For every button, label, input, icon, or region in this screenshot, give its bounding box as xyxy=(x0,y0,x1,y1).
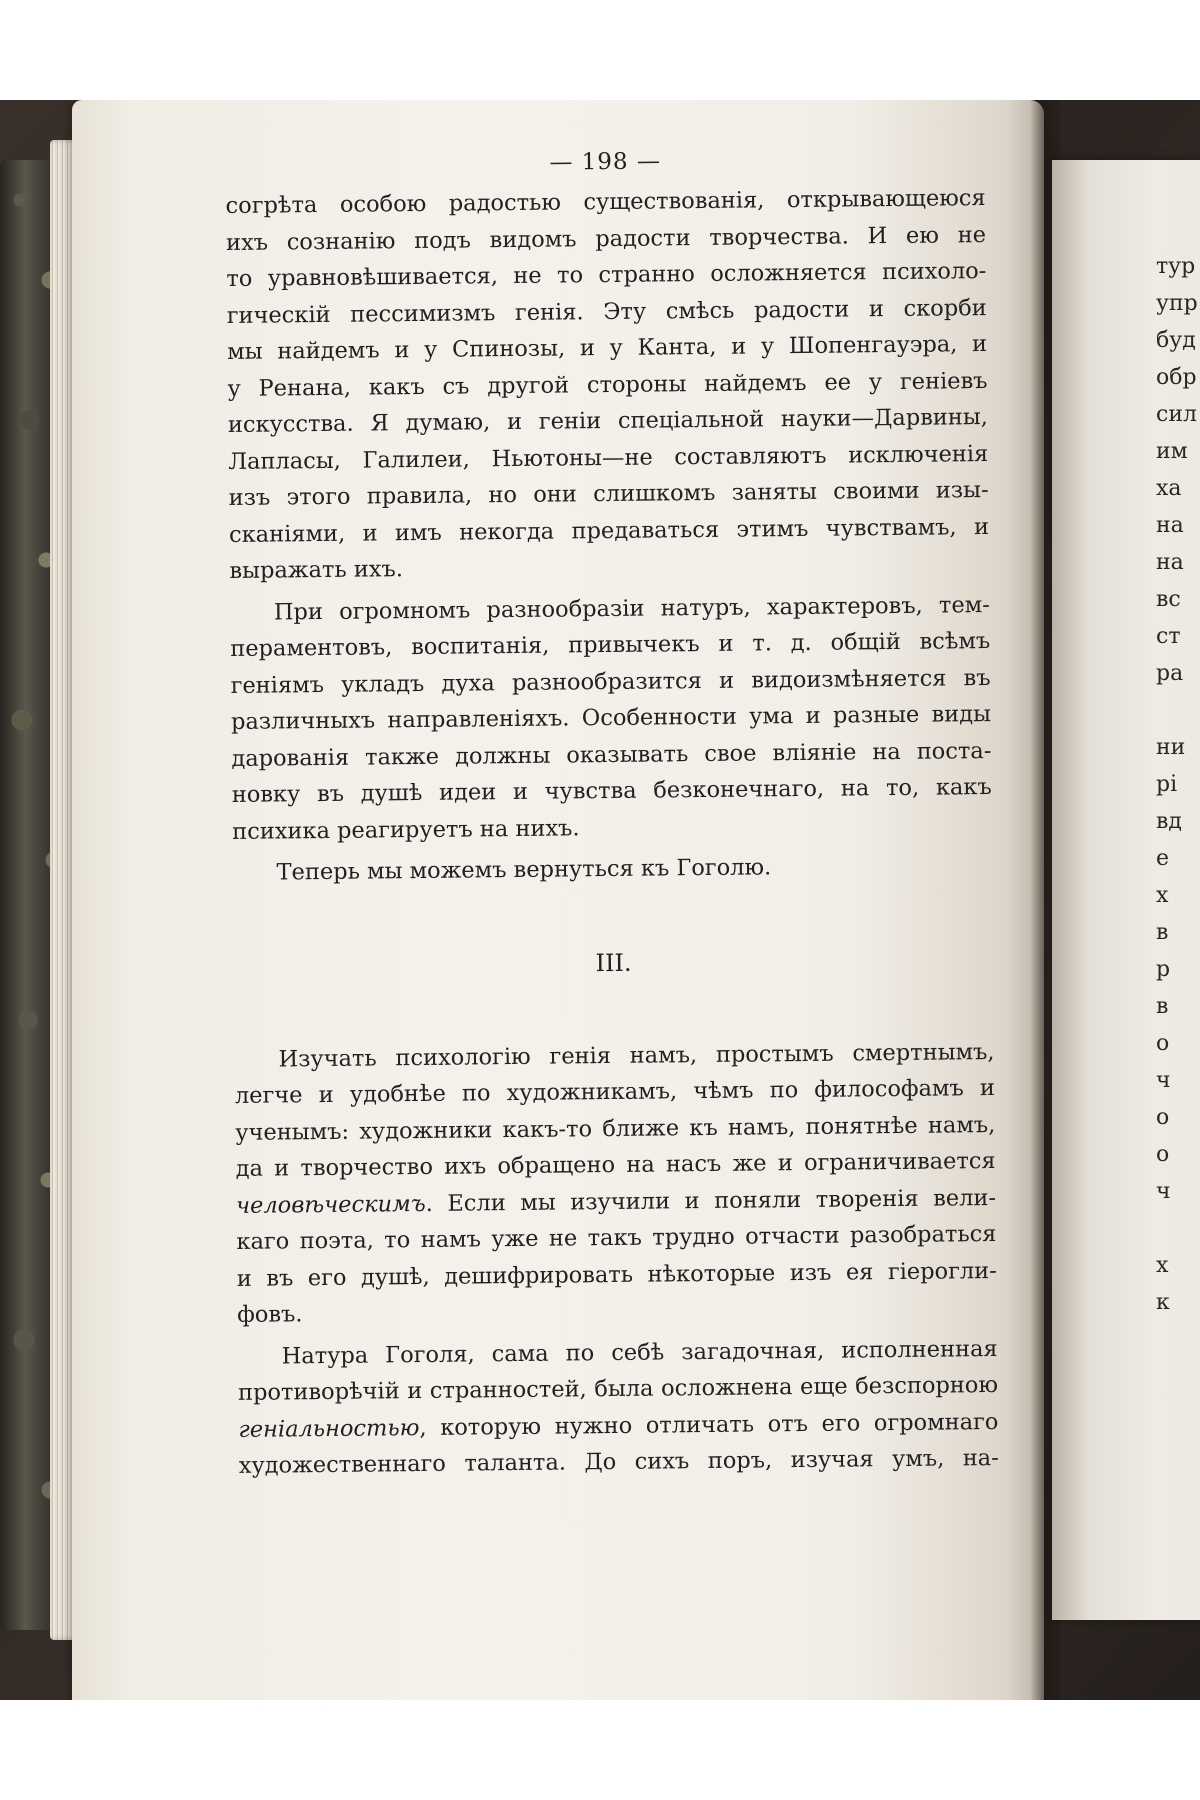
text-line: то уравновѣшивается, не то странно осложняется психоло- xyxy=(226,258,987,292)
text-line: изъ этого правила, но они слишкомъ заняты своими изы- xyxy=(228,477,989,511)
facing-page-fragment: ра xyxy=(1156,661,1184,686)
facing-page-fragment: тур xyxy=(1156,254,1196,279)
facing-page-text-fragments xyxy=(1156,248,1200,1321)
text-fragment: , которую нужно отличать отъ его огромнаго xyxy=(419,1408,999,1441)
facing-page-fragment: ни xyxy=(1156,735,1186,760)
facing-page-fragment: х xyxy=(1156,883,1169,908)
facing-page-fragment: им xyxy=(1156,439,1188,464)
facing-page-fragment: на xyxy=(1156,513,1184,538)
text-line: При огромномъ разнообразіи натуръ, характеровъ, тем- xyxy=(273,591,990,626)
page-text-block xyxy=(225,140,999,1484)
facing-page-fragment: ха xyxy=(1156,476,1182,501)
paragraph-4 xyxy=(234,1033,997,1333)
facing-page-fragment: о xyxy=(1156,1142,1170,1167)
facing-page-fragment: сил xyxy=(1156,402,1197,427)
text-line: мы найдемъ и у Спинозы, и у Канта, и у Шопенгауэра, и xyxy=(227,331,988,365)
text-line: дарованія также должны оказывать свое вліяніе на поста- xyxy=(231,737,992,772)
facing-page-fragment: е xyxy=(1156,846,1170,871)
text-line: Лапласы, Галилеи, Ньютоны—не составляютъ исключенія xyxy=(228,440,989,475)
text-line: и въ его душѣ, дешифрировать нѣкоторые изъ ея гіерогли- xyxy=(236,1257,997,1292)
italic-word: человѣческимъ xyxy=(235,1190,426,1219)
facing-page-fragment: упр xyxy=(1156,291,1198,316)
text-line: новку въ душѣ идеи и чувства безконечнаго, на то, какъ xyxy=(231,774,992,808)
facing-page-fragment: ч xyxy=(1156,1068,1171,1093)
text-line: ученымъ: художники какъ-то ближе къ намъ, понятнѣе намъ, xyxy=(235,1111,996,1146)
text-line: художественнаго таланта. До сихъ поръ, изучая умъ, на- xyxy=(238,1444,999,1479)
facing-page-fragment: в xyxy=(1156,994,1169,1019)
paragraph-5 xyxy=(237,1330,998,1484)
text-line: гическій пессимизмъ генія. Эту смѣсь радости и скорби xyxy=(226,294,987,329)
facing-page-fragment: ст xyxy=(1156,624,1181,649)
text-line: ихъ сознанію подъ видомъ радости творчества. И ею не xyxy=(225,221,987,256)
facing-page-fragment: вд xyxy=(1156,809,1182,834)
text-line: легче и удобнѣе по художникамъ, чѣмъ по философамъ и xyxy=(234,1074,996,1109)
text-line: согрѣта особою радостью существованія, открывающеюся xyxy=(225,185,986,219)
facing-page-fragment: ч xyxy=(1156,1179,1171,1204)
text-line: каго поэта, то намъ уже не такъ трудно отчасти разобраться xyxy=(236,1220,997,1255)
text-line: Теперь мы можемъ вернуться къ Гоголю. xyxy=(276,854,772,886)
facing-page-fragment: х xyxy=(1156,1253,1169,1278)
text-line: фовъ. xyxy=(237,1301,303,1328)
text-line: геніямъ укладъ духа разнообразится и видоизмѣняется въ xyxy=(230,664,991,699)
text-line: искусства. Я думаю, и геніи спеціальной науки—Дарвины, xyxy=(227,404,988,438)
facing-page-fragment: вс xyxy=(1156,587,1181,612)
facing-page-fragment: к xyxy=(1156,1290,1170,1315)
facing-page-fragment: рі xyxy=(1156,772,1178,797)
facing-page-fragment: о xyxy=(1156,1031,1170,1056)
text-line: сканіями, и имъ некогда предаваться этимъ чувствамъ, и xyxy=(228,513,990,548)
text-line: Натура Гоголя, сама по себѣ загадочная, исполненная xyxy=(281,1335,998,1369)
text-line: Изучать психологію генія намъ, простымъ смертнымъ, xyxy=(278,1038,995,1072)
section-heading: III. xyxy=(595,948,632,977)
facing-page-fragment: р xyxy=(1156,957,1171,982)
paragraph-2 xyxy=(230,587,993,850)
page-number: — 198 — xyxy=(549,148,662,176)
text-line: противорѣчій и странностей, была осложнена еще безспорною xyxy=(237,1371,999,1406)
facing-page-fragment: обр xyxy=(1156,365,1197,390)
facing-page-fragment: в xyxy=(1156,920,1169,945)
text-line: пераментовъ, воспитанія, привычекъ и т. д. общій всѣмъ xyxy=(230,628,991,662)
italic-word: геніальностью xyxy=(238,1414,420,1443)
facing-page-fragment xyxy=(1156,1210,1200,1247)
text-line: выражать ихъ. xyxy=(229,556,404,584)
text-line: у Ренана, какъ съ другой стороны найдемъ ее у геніевъ xyxy=(227,367,988,402)
text-line: различныхъ направленіяхъ. Особенности ума и разные виды xyxy=(230,701,992,735)
facing-page-fragment: о xyxy=(1156,1105,1170,1130)
paragraphs-group xyxy=(225,180,992,891)
facing-page-fragment xyxy=(1156,692,1200,729)
text-line: психика реагируетъ на нихъ. xyxy=(232,814,580,845)
paragraph-1 xyxy=(225,180,989,589)
facing-page-fragment: буд xyxy=(1156,328,1196,353)
text-fragment: . Если мы изучили и поняли творенія вели- xyxy=(425,1184,997,1217)
text-line: да и творчество ихъ обращено на насъ же и ограничивается xyxy=(235,1147,996,1182)
facing-page-fragment: на xyxy=(1156,550,1184,575)
